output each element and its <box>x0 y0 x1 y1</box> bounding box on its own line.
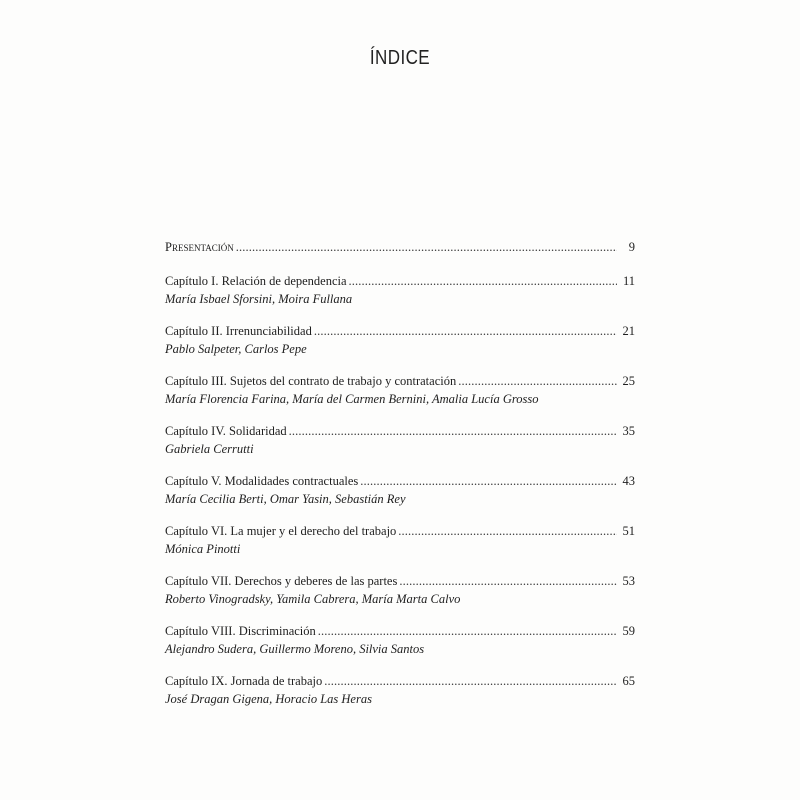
dot-leader <box>349 272 617 290</box>
toc-entry-label: Capítulo VII. Derechos y deberes de las partes <box>165 574 398 588</box>
toc-entry-presentacion <box>165 238 635 256</box>
toc-line <box>165 672 635 690</box>
toc-page-number: 43 <box>622 474 635 488</box>
toc-entry-capitulo-4 <box>165 422 635 458</box>
toc-entry-authors: María Isbael Sforsini, Moira Fullana <box>165 292 353 306</box>
toc-page-number: 65 <box>622 674 635 688</box>
toc-entry-label: Capítulo IV. Solidaridad <box>165 424 287 438</box>
dot-leader <box>318 622 617 640</box>
toc-entry-capitulo-1 <box>165 272 635 308</box>
toc-entry-authors: María Cecilia Berti, Omar Yasin, Sebastián Rey <box>165 492 406 506</box>
toc-entry-label: Capítulo IX. Jornada de trabajo <box>165 674 323 688</box>
toc-page-number: 53 <box>622 574 635 588</box>
toc-entry-label: Capítulo I. Relación de dependencia <box>165 274 347 288</box>
toc-page-number: 21 <box>622 324 635 338</box>
toc-entry-capitulo-9 <box>165 672 635 708</box>
dot-leader <box>324 672 617 690</box>
toc-entry-authors: Pablo Salpeter, Carlos Pepe <box>165 342 307 356</box>
toc-page-number: 59 <box>622 624 635 638</box>
toc-entry-label: Capítulo VIII. Discriminación <box>165 624 316 638</box>
toc-line <box>165 372 635 390</box>
toc-page-number: 35 <box>622 424 635 438</box>
toc-entry-authors: Alejandro Sudera, Guillermo Moreno, Silvia Santos <box>165 642 425 656</box>
dot-leader <box>314 322 617 340</box>
table-of-contents <box>165 238 635 722</box>
toc-page-number: 9 <box>628 240 635 254</box>
toc-line <box>165 622 635 640</box>
dot-leader <box>289 422 617 440</box>
dot-leader <box>236 238 617 256</box>
toc-entry-label: Capítulo II. Irrenunciabilidad <box>165 324 312 338</box>
toc-line <box>165 322 635 340</box>
toc-entry-authors: Roberto Vinogradsky, Yamila Cabrera, María Marta Calvo <box>165 592 461 606</box>
toc-line <box>165 522 635 540</box>
dot-leader <box>398 522 617 540</box>
toc-entry-label: Presentación <box>165 240 234 254</box>
toc-entry-authors: Mónica Pinotti <box>165 542 241 556</box>
toc-entry-capitulo-2 <box>165 322 635 358</box>
toc-line <box>165 238 635 256</box>
page-title: ÍNDICE <box>369 47 431 69</box>
toc-page-number: 51 <box>622 524 635 538</box>
dot-leader <box>360 472 617 490</box>
toc-entry-capitulo-6 <box>165 522 635 558</box>
toc-entry-capitulo-8 <box>165 622 635 658</box>
toc-entry-capitulo-5 <box>165 472 635 508</box>
toc-entry-capitulo-7 <box>165 572 635 608</box>
toc-entry-authors: Gabriela Cerrutti <box>165 442 254 456</box>
toc-entry-label: Capítulo V. Modalidades contractuales <box>165 474 359 488</box>
toc-entry-authors: María Florencia Farina, María del Carmen Bernini, Amalia Lucía Grosso <box>165 392 539 406</box>
toc-entry-label: Capítulo III. Sujetos del contrato de trabajo y contratación <box>165 374 457 388</box>
toc-line <box>165 572 635 590</box>
toc-line <box>165 422 635 440</box>
toc-entry-capitulo-3 <box>165 372 635 408</box>
toc-entry-label: Capítulo VI. La mujer y el derecho del trabajo <box>165 524 397 538</box>
dot-leader <box>399 572 617 590</box>
toc-line <box>165 472 635 490</box>
toc-page-number: 11 <box>622 274 635 288</box>
toc-entry-authors: José Dragan Gigena, Horacio Las Heras <box>165 692 372 706</box>
toc-line <box>165 272 635 290</box>
dot-leader <box>458 372 617 390</box>
toc-page-number: 25 <box>622 374 635 388</box>
